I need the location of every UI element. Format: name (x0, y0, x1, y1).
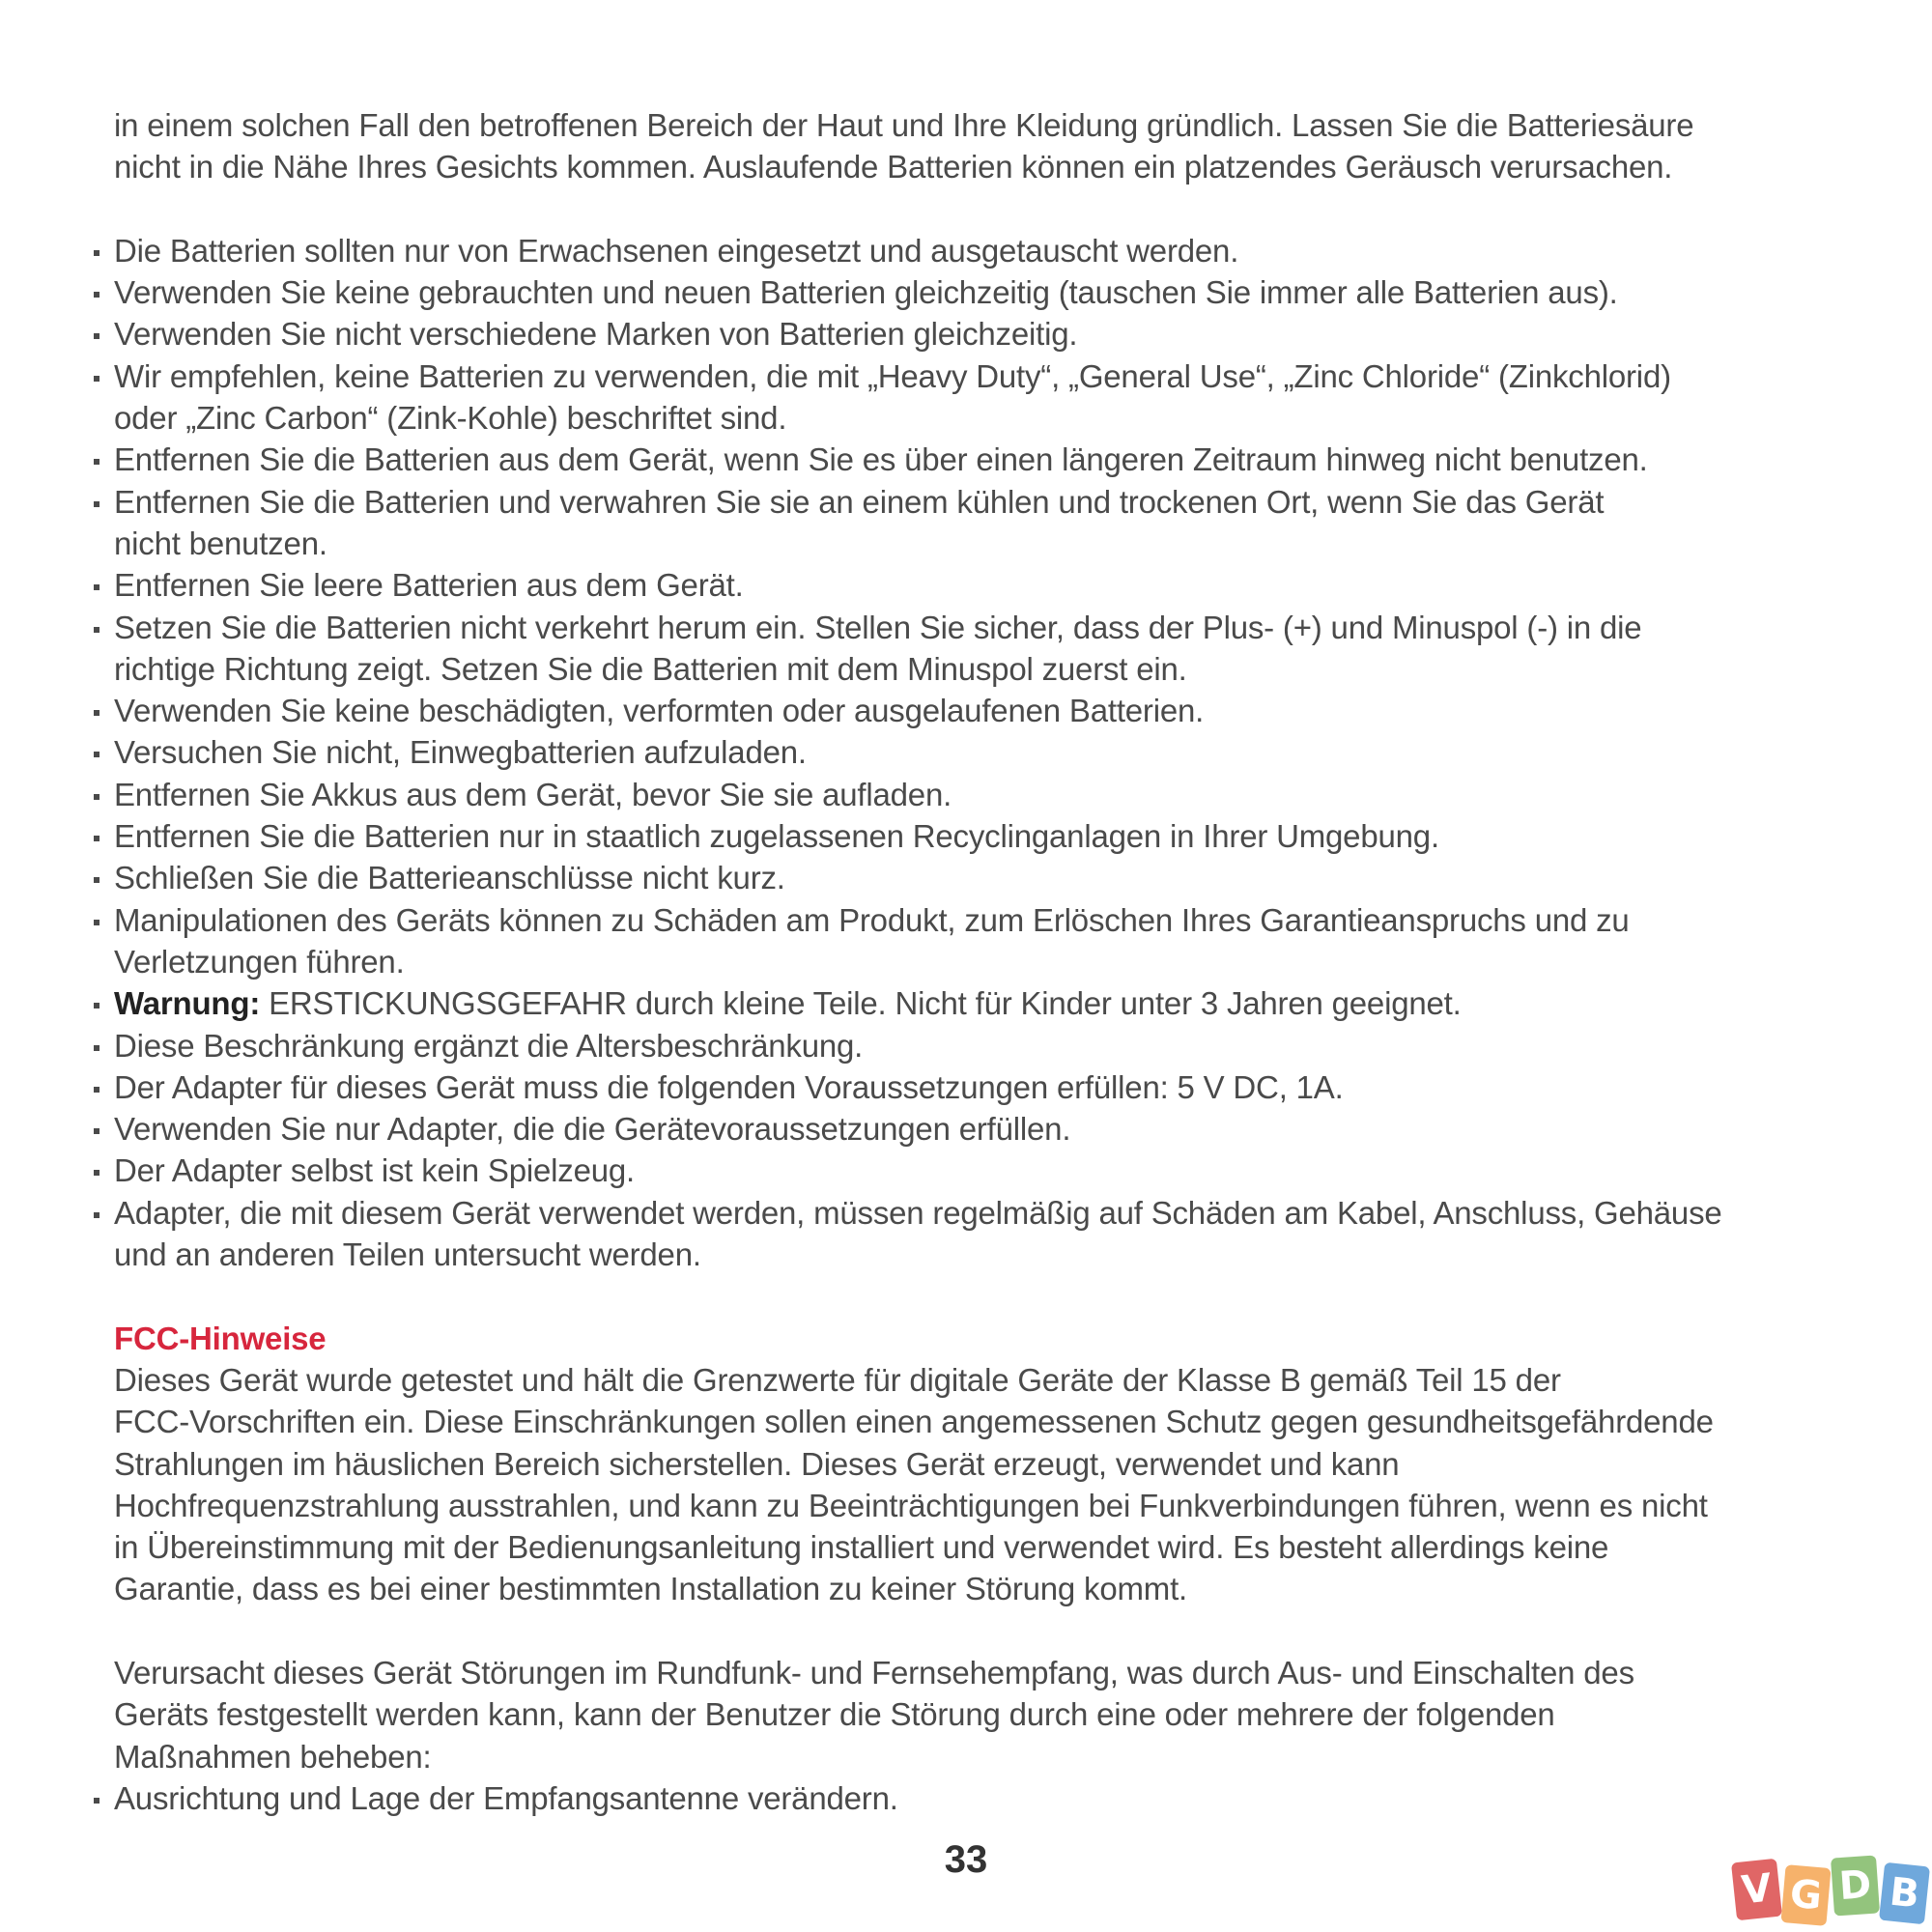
fcc-paragraph-2 (114, 1652, 1833, 1777)
list-item-line: Der Adapter für dieses Gerät muss die folgenden Voraussetzungen erfüllen: 5 V DC, 1A. (114, 1068, 1344, 1105)
battery-safety-list (114, 230, 1833, 982)
document-page (114, 104, 1833, 1819)
list-item-line: oder „Zinc Carbon“ (Zink-Kohle) beschriftet sind. (114, 400, 787, 437)
list-item-line: Schließen Sie die Batterieanschlüsse nicht kurz. (114, 860, 785, 896)
list-item-line: nicht benutzen. (114, 525, 327, 561)
list-item (114, 481, 1833, 565)
list-item (114, 731, 1833, 773)
text-line: Geräts festgestellt werden kann, kann der Benutzer die Störung durch eine oder mehrere der folgenden (114, 1696, 1555, 1733)
list-item-line: und an anderen Teilen untersucht werden. (114, 1236, 701, 1273)
list-item (114, 439, 1833, 480)
logo-tile: V (1731, 1859, 1782, 1921)
list-item (114, 1192, 1833, 1276)
warning-text: ERSTICKUNGSGEFAHR durch kleine Teile. Nicht für Kinder unter 3 Jahren geeignet. (260, 985, 1462, 1022)
text-line: Maßnahmen beheben: (114, 1738, 432, 1775)
adapter-safety-list (114, 1025, 1833, 1276)
list-item (114, 313, 1833, 355)
text-line: in Übereinstimmung mit der Bedienungsanleitung installiert und verwendet wird. Es besteht allerdings keine (114, 1529, 1609, 1566)
fcc-paragraph-1 (114, 1359, 1833, 1610)
list-item-line: Der Adapter selbst ist kein Spielzeug. (114, 1152, 636, 1189)
list-item (114, 815, 1833, 857)
intro-paragraph (114, 104, 1833, 188)
text-line: nicht in die Nähe Ihres Gesichts kommen. Auslaufende Batterien können ein platzendes Geräusch verursachen. (114, 149, 1673, 185)
list-item-line: Verwenden Sie keine beschädigten, verformten oder ausgelaufenen Batterien. (114, 693, 1205, 729)
warning-list (114, 982, 1833, 1024)
text-line: Strahlungen im häuslichen Bereich sicherstellen. Dieses Gerät erzeugt, verwendet und kann (114, 1445, 1400, 1482)
list-item (114, 355, 1833, 440)
list-item-line: Manipulationen des Geräts können zu Schäden am Produkt, zum Erlöschen Ihres Garantieanspruchs und zu (114, 901, 1630, 938)
list-item (114, 271, 1833, 313)
list-item-line: Entfernen Sie die Batterien aus dem Gerät, wenn Sie es über einen längeren Zeitraum hinweg nicht benutzen. (114, 441, 1648, 478)
list-item-line: Entfernen Sie die Batterien nur in staatlich zugelassenen Recyclinganlagen in Ihrer Umgebung. (114, 818, 1439, 855)
list-item (114, 607, 1833, 691)
fcc-heading: FCC-Hinweise (114, 1320, 327, 1356)
list-item (114, 230, 1833, 271)
list-item (114, 774, 1833, 815)
list-item (114, 1066, 1833, 1108)
list-item-line: Verwenden Sie nur Adapter, die die Gerätevoraussetzungen erfüllen. (114, 1111, 1071, 1148)
list-item (114, 899, 1833, 983)
list-item (114, 690, 1833, 731)
warning-label: Warnung: (114, 985, 261, 1022)
text-line: FCC-Vorschriften ein. Diese Einschränkungen sollen einen angemessenen Schutz gegen gesundheitsgefährdende (114, 1404, 1714, 1440)
list-item-line: richtige Richtung zeigt. Setzen Sie die Batterien mit dem Minuspol zuerst ein. (114, 650, 1187, 687)
list-item-line: Verwenden Sie nicht verschiedene Marken von Batterien gleichzeitig. (114, 316, 1078, 353)
list-item-line: Die Batterien sollten nur von Erwachsenen eingesetzt und ausgetauscht werden. (114, 232, 1239, 269)
list-item-line: Wir empfehlen, keine Batterien zu verwenden, die mit „Heavy Duty“, „General Use“, „Zinc Chloride“ (Zinkchlorid) (114, 357, 1671, 394)
list-item (114, 1108, 1833, 1150)
page-number: 33 (944, 1838, 988, 1881)
spacer (114, 188, 1833, 230)
text-line: Garantie, dass es bei einer bestimmten Installation zu keiner Störung kommt. (114, 1571, 1188, 1607)
logo-tile: B (1879, 1862, 1930, 1925)
list-item-line: Setzen Sie die Batterien nicht verkehrt herum ein. Stellen Sie sicher, dass der Plus- (+) und Minuspol (-) in die (114, 609, 1642, 645)
list-item (114, 857, 1833, 898)
spacer (114, 1275, 1833, 1317)
list-item-line: Diese Beschränkung ergänzt die Altersbeschränkung. (114, 1027, 864, 1064)
vgdb-logo (1734, 1853, 1931, 1924)
list-item-warning (114, 982, 1833, 1024)
list-item (114, 1150, 1833, 1191)
text-line: Dieses Gerät wurde getestet und hält die Grenzwerte für digitale Geräte der Klasse B gemäß Teil 15 der (114, 1361, 1561, 1398)
text-line: Hochfrequenzstrahlung ausstrahlen, und kann zu Beeinträchtigungen bei Funkverbindungen führen, wenn es nicht (114, 1487, 1708, 1523)
spacer (114, 1610, 1833, 1652)
text-line: in einem solchen Fall den betroffenen Bereich der Haut und Ihre Kleidung gründlich. Lassen Sie die Batteriesäure (114, 107, 1694, 143)
list-item-line: Versuchen Sie nicht, Einwegbatterien aufzuladen. (114, 734, 807, 771)
list-item-line: Entfernen Sie die Batterien und verwahren Sie sie an einem kühlen und trockenen Ort, wenn Sie das Gerät (114, 483, 1605, 520)
list-item (114, 1777, 1833, 1819)
list-item-line: Verletzungen führen. (114, 943, 405, 980)
list-item-line: Entfernen Sie Akkus aus dem Gerät, bevor Sie sie aufladen. (114, 776, 952, 812)
list-item-line: Adapter, die mit diesem Gerät verwendet werden, müssen regelmäßig auf Schäden am Kabel, Anschluss, Gehäuse (114, 1194, 1722, 1231)
list-item (114, 1025, 1833, 1066)
list-item-line: Verwenden Sie keine gebrauchten und neuen Batterien gleichzeitig (tauschen Sie immer alle Batterien aus). (114, 274, 1618, 311)
list-item (114, 564, 1833, 606)
logo-tile: D (1831, 1855, 1880, 1916)
list-item-line: Ausrichtung und Lage der Empfangsantenne verändern. (114, 1779, 898, 1816)
text-line: Verursacht dieses Gerät Störungen im Rundfunk- und Fernsehempfang, was durch Aus- und Einschalten des (114, 1654, 1634, 1690)
fcc-measures-list (114, 1777, 1833, 1819)
logo-tile: G (1780, 1864, 1831, 1926)
list-item-line: Entfernen Sie leere Batterien aus dem Gerät. (114, 567, 744, 604)
